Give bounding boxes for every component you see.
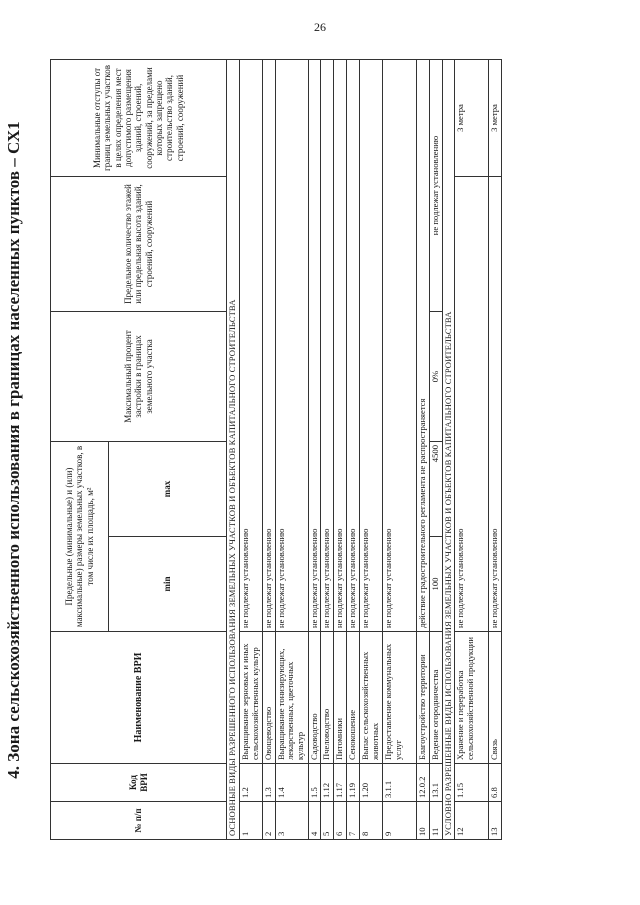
row-name: Выращивание тонизирующих, лекарственных, цветочных культур xyxy=(275,632,308,764)
row-setback: 3 метра xyxy=(489,60,502,177)
row-num: 4 xyxy=(308,802,321,840)
table-row xyxy=(347,60,360,840)
row-name: Предоставление коммунальных услуг xyxy=(382,632,416,764)
table-row xyxy=(360,60,383,840)
row-name: Хранение и переработка сельскохозяйственной продукции xyxy=(455,632,489,764)
row-code: 1.17 xyxy=(334,764,347,802)
row-num: 5 xyxy=(321,802,334,840)
row-value: не подлежат установлению xyxy=(455,177,489,632)
header-setback: Минимальные отступы от границ земельных участков в целях определения мест допустимого размещения зданий, строений, сооружений, за пределами которых запрещено строительство зданий, строений, сооружений xyxy=(51,60,227,177)
table-row xyxy=(429,60,442,840)
header-percent: Максимальный процент застройки в границах земельного участка xyxy=(51,312,227,442)
row-name: Благоустройство территории xyxy=(416,632,429,764)
row-name: Овощеводство xyxy=(262,632,275,764)
row-value: не подлежат установлению xyxy=(347,60,360,632)
header-min: min xyxy=(109,537,227,632)
row-value: действие градостроительного регламента не распространяется xyxy=(416,60,429,632)
row-code: 1.3 xyxy=(262,764,275,802)
row-setback: 3 метра xyxy=(455,60,489,177)
row-value: не подлежат установлению xyxy=(262,60,275,632)
row-code: 12.0.2 xyxy=(416,764,429,802)
section-conditional: УСЛОВНО РАЗРЕШЕННЫЕ ВИДЫ ИСПОЛЬЗОВАНИЯ ЗЕМЕЛЬНЫХ УЧАСТКОВ И ОБЪЕКТОВ КАПИТАЛЬНОГО СТРОИТЕЛЬСТВА xyxy=(442,60,455,840)
row-num: 13 xyxy=(489,802,502,840)
row-code: 1.19 xyxy=(347,764,360,802)
row-value: не подлежат установлению xyxy=(308,60,321,632)
row-value: не подлежат установлению xyxy=(239,60,262,632)
table-row xyxy=(455,60,489,840)
header-num: № п/п xyxy=(51,802,227,840)
table-row xyxy=(262,60,275,840)
row-code: 1.4 xyxy=(275,764,308,802)
table-row xyxy=(321,60,334,840)
section-main: ОСНОВНЫЕ ВИДЫ РАЗРЕШЕННОГО ИСПОЛЬЗОВАНИЯ ЗЕМЕЛЬНЫХ УЧАСТКОВ И ОБЪЕКТОВ КАПИТАЛЬНОГО СТРОИТЕЛЬСТВА xyxy=(227,60,240,840)
row-code: 1.20 xyxy=(360,764,383,802)
row-value: не подлежат установлению xyxy=(489,177,502,632)
row-code: 6.8 xyxy=(489,764,502,802)
section-main-row xyxy=(227,60,240,840)
row-num: 11 xyxy=(429,802,442,840)
row-num: 2 xyxy=(262,802,275,840)
table-row xyxy=(239,60,262,840)
row-name: Сенокошение xyxy=(347,632,360,764)
row-num: 10 xyxy=(416,802,429,840)
row-num: 12 xyxy=(455,802,489,840)
header-floors: Предельное количество этажей или предельная высота зданий, строений, сооружений xyxy=(51,177,227,312)
row-value: не подлежат установлению xyxy=(360,60,383,632)
header-size: Предельные (минимальные) и (или) максимальные) размеры земельных участков, в том числе их площадь, м² xyxy=(51,442,109,632)
row-num: 9 xyxy=(382,802,416,840)
row-num: 6 xyxy=(334,802,347,840)
table-row xyxy=(275,60,308,840)
row-code: 1.5 xyxy=(308,764,321,802)
page-number: 26 xyxy=(314,20,326,34)
header-row xyxy=(51,60,109,840)
row-name: Садоводство xyxy=(308,632,321,764)
section-conditional-row xyxy=(442,60,455,840)
table-row xyxy=(382,60,416,840)
table-row xyxy=(308,60,321,840)
row-name: Ведение огородничества xyxy=(429,632,442,764)
row-name: Питомники xyxy=(334,632,347,764)
table-row xyxy=(416,60,429,840)
rotated-page xyxy=(0,20,640,890)
row-value: не подлежат установлению xyxy=(275,60,308,632)
row-value: не подлежат установлению xyxy=(321,60,334,632)
row-name: Выращивание зерновых и иных сельскохозяйственных культур xyxy=(239,632,262,764)
row-code: 3.1.1 xyxy=(382,764,416,802)
table-row xyxy=(334,60,347,840)
row-floors: не подлежат установлению xyxy=(429,60,442,312)
row-num: 8 xyxy=(360,802,383,840)
row-percent: 0% xyxy=(429,312,442,442)
header-name: Наименование ВРИ xyxy=(51,632,227,764)
row-code: 13.1 xyxy=(429,764,442,802)
document-title: 4. Зона сельскохозяйственного использования в границах населенных пунктов – СХ1 xyxy=(4,121,23,779)
row-max: 4500 xyxy=(429,442,442,537)
row-name: Выпас сельскохозяйственных животных xyxy=(360,632,383,764)
row-name: Связь xyxy=(489,632,502,764)
zoning-table xyxy=(50,59,502,840)
row-code: 1.15 xyxy=(455,764,489,802)
row-code: 1.2 xyxy=(239,764,262,802)
header-max: max xyxy=(109,442,227,537)
row-min: 100 xyxy=(429,537,442,632)
row-name: Пчеловодство xyxy=(321,632,334,764)
row-num: 3 xyxy=(275,802,308,840)
header-code: Код ВРИ xyxy=(51,764,227,802)
row-num: 1 xyxy=(239,802,262,840)
row-value: не подлежат установлению xyxy=(334,60,347,632)
row-code: 1.12 xyxy=(321,764,334,802)
table-row xyxy=(489,60,502,840)
row-value: не подлежат установлению xyxy=(382,60,416,632)
row-num: 7 xyxy=(347,802,360,840)
